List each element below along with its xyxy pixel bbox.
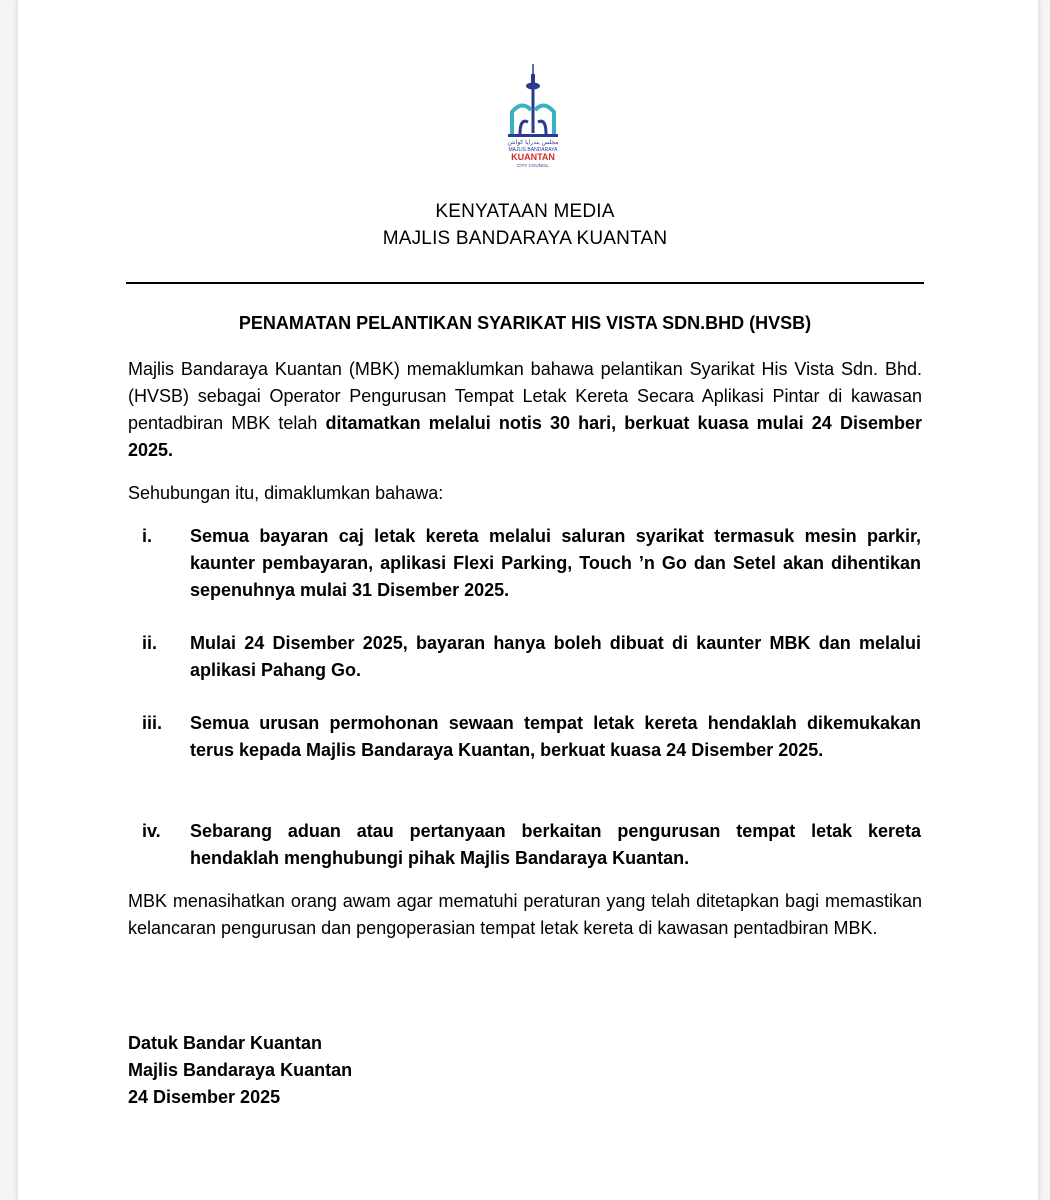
list-item-number: iii.: [142, 713, 163, 733]
list-item-text: Semua urusan permohonan sewaan tempat letak kereta hendaklah dikemukakan terus kepada Majlis Bandaraya Kuantan, berkuat kuasa 24 Disember 2025.: [190, 713, 921, 760]
logo-text-majlis: MAJLIS BANDARAYA: [508, 147, 558, 153]
header-line-1: KENYATAAN MEDIA: [435, 201, 615, 222]
intro-bold-text: ditamatkan melalui notis 30 hari, berkuat kuasa mulai 24 Disember 2025.: [128, 413, 922, 460]
header-divider: [126, 282, 924, 284]
mbk-logo: [498, 62, 568, 174]
list-item-text: Semua bayaran caj letak kereta melalui saluran syarikat termasuk mesin parkir, kaunter pembayaran, aplikasi Flexi Parking, Touch ’n Go dan Setel akan dihentikan sepenuhnya mulai 31 Disember 2025.: [190, 526, 921, 600]
signature-title: Datuk Bandar Kuantan: [128, 1033, 323, 1053]
mbk-logo-graphic: [498, 62, 568, 174]
list-item-text: Sebarang aduan atau pertanyaan berkaitan pengurusan tempat letak kereta hendaklah menghubungi pihak Majlis Bandaraya Kuantan.: [190, 821, 921, 868]
logo-text-city-council: CITY COUNCIL: [517, 163, 549, 168]
list-item-number: ii.: [142, 633, 158, 653]
signature-date: 24 Disember 2025: [128, 1087, 281, 1107]
intro-paragraph: [128, 356, 922, 464]
intro-text: Majlis Bandaraya Kuantan (MBK) memaklumkan bahawa pelantikan Syarikat His Vista Sdn. Bhd. (HVSB) sebagai Operator Pengurusan Tempat Letak Kereta Secara Aplikasi Pintar di kawasan pentadbiran MBK telah: [128, 359, 922, 433]
list-item-text: Mulai 24 Disember 2025, bayaran hanya boleh dibuat di kaunter MBK dan melalui aplikasi Pahang Go.: [190, 633, 921, 680]
list-item-number: iv.: [142, 821, 161, 841]
document-title: PENAMATAN PELANTIKAN SYARIKAT HIS VISTA SDN.BHD (HVSB): [238, 313, 812, 333]
header-line-2: MAJLIS BANDARAYA KUANTAN: [382, 228, 668, 249]
signature-organization: Majlis Bandaraya Kuantan: [128, 1060, 353, 1080]
logo-text-kuantan: KUANTAN: [511, 152, 555, 162]
closing-paragraph: MBK menasihatkan orang awam agar mematuhi peraturan yang telah ditetapkan bagi memastikan kelancaran pengurusan dan pengoperasian tempat letak kereta di kawasan pentadbiran MBK.: [128, 891, 922, 938]
lead-paragraph: Sehubungan itu, dimaklumkan bahawa:: [128, 483, 444, 503]
logo-jawi-text: مجلس بندرايا كوانتن: [507, 139, 559, 146]
list-item-number: i.: [142, 526, 153, 546]
